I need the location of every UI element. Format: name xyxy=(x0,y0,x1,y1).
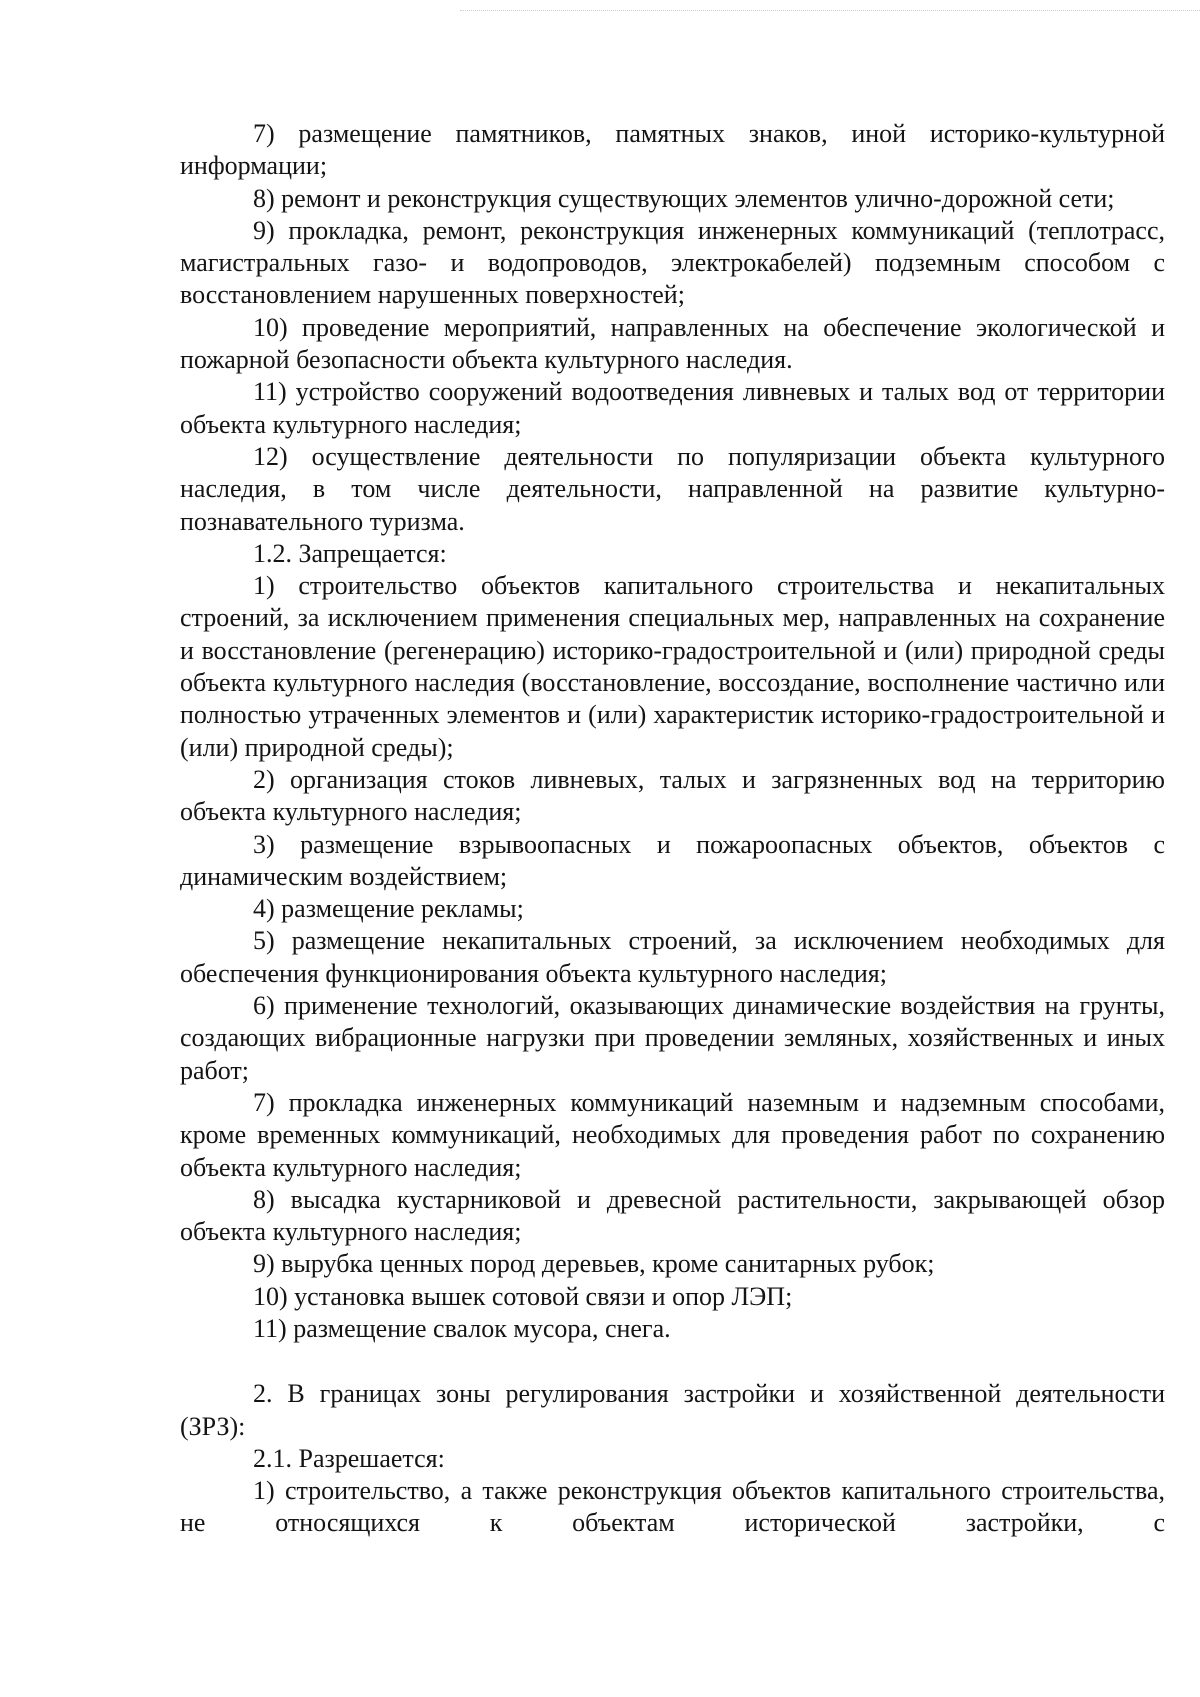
document-body xyxy=(180,118,1165,1540)
paragraph-item-11-drainage: 11) устройство сооружений водоотведения ливневых и талых вод от территории объекта культурного наследия; xyxy=(180,377,1165,439)
paragraph-item-10-safety: 10) проведение мероприятий, направленных на обеспечение экологической и пожарной безопасности объекта культурного наследия. xyxy=(180,312,1165,375)
prohibited-item-2-runoff: 2) организация стоков ливневых, талых и загрязненных вод на территорию объекта культурного наследия; xyxy=(180,764,1165,827)
paragraph-item-7-monuments: 7) размещение памятников, памятных знаков, иной историко-культурной информации; xyxy=(180,119,1165,181)
paragraph-item-12-popularization: 12) осуществление деятельности по популяризации объекта культурного наследия, в том числе деятельности, направленной на развитие культурно-познавательного туризма. xyxy=(180,441,1165,536)
prohibited-item-5-structures: 5) размещение некапитальных строений, за исключением необходимых для обеспечения функционирования объекта культурного наследия; xyxy=(180,926,1165,988)
prohibited-item-8-planting: 8) высадка кустарниковой и древесной растительности, закрывающей обзор объекта культурного наследия; xyxy=(180,1184,1165,1247)
prohibited-item-9-logging: 9) вырубка ценных пород деревьев, кроме санитарных рубок; xyxy=(253,1249,935,1279)
section-heading-2-1-allowed: 2.1. Разрешается: xyxy=(253,1443,445,1473)
prohibited-item-11-dumps: 11) размещение свалок мусора, снега. xyxy=(253,1313,671,1343)
section-spacer xyxy=(180,1345,1165,1378)
paragraph-item-8-road-repair: 8) ремонт и реконструкция существующих элементов улично-дорожной сети; xyxy=(253,183,1115,213)
prohibited-item-3-hazardous: 3) размещение взрывоопасных и пожароопасных объектов, объектов с динамическим воздействием; xyxy=(180,829,1165,891)
prohibited-item-7-overground-utilities: 7) прокладка инженерных коммуникаций наземным и надземным способами, кроме временных коммуникаций, необходимых для проведения работ по сохранению объекта культурного наследия; xyxy=(180,1087,1165,1182)
prohibited-item-1-construction: 1) строительство объектов капитального строительства и некапитальных строений, за исключением применения специальных мер, направленных на сохранение и восстановление (регенерацию) историко-градостроительной и (или) природной среды объекта культурного наследия (восстановление, воссоздание, восполнение частично или полностью утраченных элементов и (или) характеристик историко-градостроительной и (или) природной среды); xyxy=(180,571,1165,762)
section-heading-2-zrz: 2. В границах зоны регулирования застройки и хозяйственной деятельности (ЗРЗ): xyxy=(180,1379,1165,1441)
scan-edge-line xyxy=(460,10,1200,11)
prohibited-item-4-advertising: 4) размещение рекламы; xyxy=(253,894,524,924)
section-heading-1-2-prohibited: 1.2. Запрещается: xyxy=(253,538,447,568)
paragraph-item-9-utilities: 9) прокладка, ремонт, реконструкция инженерных коммуникаций (теплотрасс, магистральных газо- и водопроводов, электрокабелей) подземным способом с восстановлением нарушенных поверхностей; xyxy=(180,215,1165,310)
allowed-item-1-construction: 1) строительство, а также реконструкция объектов капитального строительства, не относящихся к объектам исторической застройки, с xyxy=(180,1476,1165,1538)
prohibited-item-10-towers: 10) установка вышек сотовой связи и опор ЛЭП; xyxy=(253,1281,793,1311)
prohibited-item-6-vibration: 6) применение технологий, оказывающих динамические воздействия на грунты, создающих вибрационные нагрузки при проведении земляных, хозяйственных и иных работ; xyxy=(180,991,1165,1085)
